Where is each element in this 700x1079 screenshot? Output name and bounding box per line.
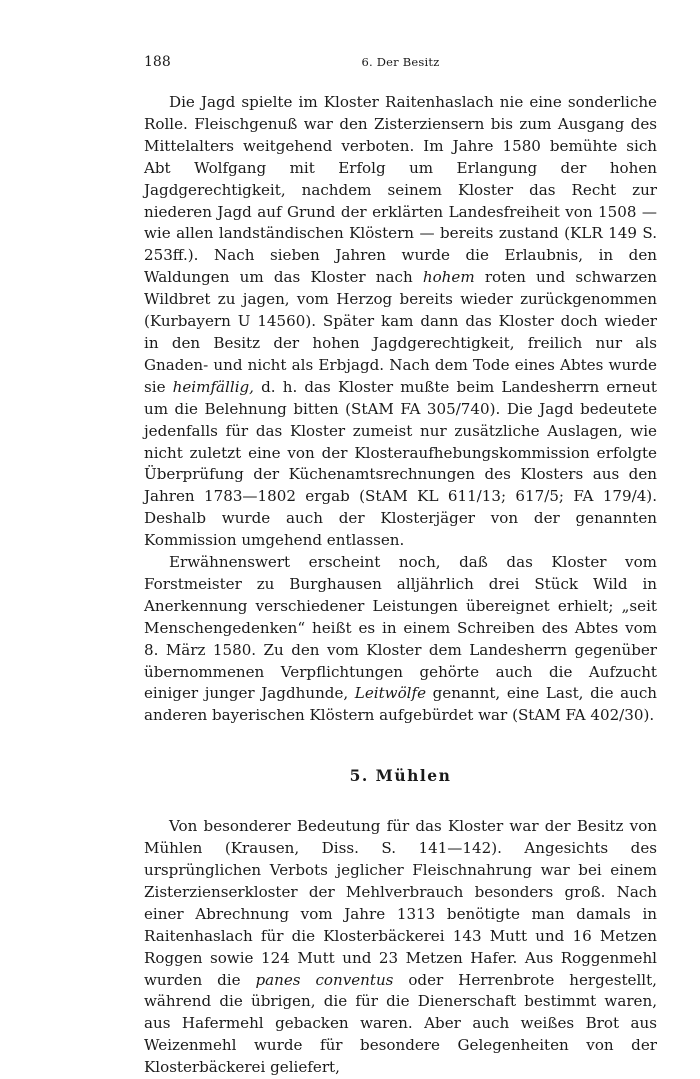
text-segment: Erwähnenswert erscheint noch, daß das Kloster vom Forstmeister zu Burghausen alljährlich drei Stück Wild in Anerkennung verschiedener Leistungen übereignet erhielt; „seit Menschengedenken“ heißt es in einem Schreiben des Abtes vom 8. März 1580. Zu den vom Kloster dem Landesherrn gegenüber übernommenen Verpflichtungen gehörte auch die Aufzucht einiger junger Jagdhunde, (144, 553, 657, 703)
section-heading: 5. Mühlen (349, 766, 452, 786)
italic-term: hohem (422, 268, 475, 287)
italic-term: panes conventus (255, 970, 394, 989)
italic-term: Leitwölfe (354, 684, 426, 703)
italic-term: heimfällig, (172, 377, 254, 396)
paragraph-game-obligations (144, 552, 657, 727)
page-header (144, 54, 657, 74)
text-segment: genannt, eine Last, die auch anderen bayerischen Klöstern aufgebürdet war (StAM FA 402/30). (144, 684, 657, 725)
text-segment: d. h. das Kloster mußte beim Landesherrn erneut um die Belehnung bitten (StAM FA 305/740). Die Jagd bedeutete jedenfalls für das Kloster zumeist nur zusätzliche Auslagen, wie nicht zuletzt eine von der Klosteraufhebungskommission erfolgte Überprüfung der Küchenamtsrechnungen des Klosters aus den Jahren 1783—1802 ergab (StAM KL 611/13; 617/5; FA 179/4). Deshalb wurde auch der Klosterjäger von der genannten Kommission umgehend entlassen. (144, 377, 657, 550)
text-segment: Von besonderer Bedeutung für das Kloster war der Besitz von Mühlen (Krausen, Diss. S. 141—142). Angesichts des ursprünglichen Verbots jeglicher Fleischnahrung war bei einem Zisterzienserkloster der Mehlverbrauch besonders groß. Nach einer Abrechnung vom Jahre 1313 benötigte man damals in Raitenhaslach für die Klosterbäckerei 143 Mutt und 16 Metzen Roggen sowie 124 Mutt und 23 Metzen Hafer. Aus Roggenmehl wurden die (144, 817, 657, 989)
text-segment: Die Jagd spielte im Kloster Raitenhaslach nie eine sonderliche Rolle. Fleischgenuß war den Zisterziensern bis zum Ausgang des Mittelalters weitgehend verboten. Im Jahre 1580 bemühte sich Abt Wolfgang mit Erfolg um Erlangung der hohen Jagdgerechtigkeit, nachdem seinem Kloster das Recht zur niederen Jagd auf Grund der erklärten Landesfreiheit von 1508 — wie allen landständischen Klöstern — bereits zustand (KLR 149 S. 253ff.). Nach sieben Jahren wurde die Erlaubnis, in den Waldungen um das Kloster nach (144, 93, 657, 287)
text-segment: roten und schwarzen Wildbret zu jagen, vom Herzog bereits wieder zurückgenommen (Kurbayern U 14560). Später kam dann das Kloster doch wieder in den Besitz der hohen Jagdgerechtigkeit, freilich nur als Gnaden- und nicht als Erbjagd. Nach dem Tode eines Abtes wurde sie (144, 268, 658, 396)
page-body (144, 92, 657, 1079)
page-number: 188 (144, 54, 171, 70)
running-head: 6. Der Besitz (361, 55, 440, 69)
text-segment: oder Herrenbrote hergestellt, während die übrigen, die für die Dienerschaft bestimmt waren, aus Hafermehl gebacken waren. Aber auch weißes Brot aus Weizenmehl wurde für besondere Gelegenheiten von der Klosterbäckerei geliefert, (144, 970, 657, 1077)
paragraph-hunting (144, 92, 657, 552)
paragraph-mills (144, 816, 657, 1079)
